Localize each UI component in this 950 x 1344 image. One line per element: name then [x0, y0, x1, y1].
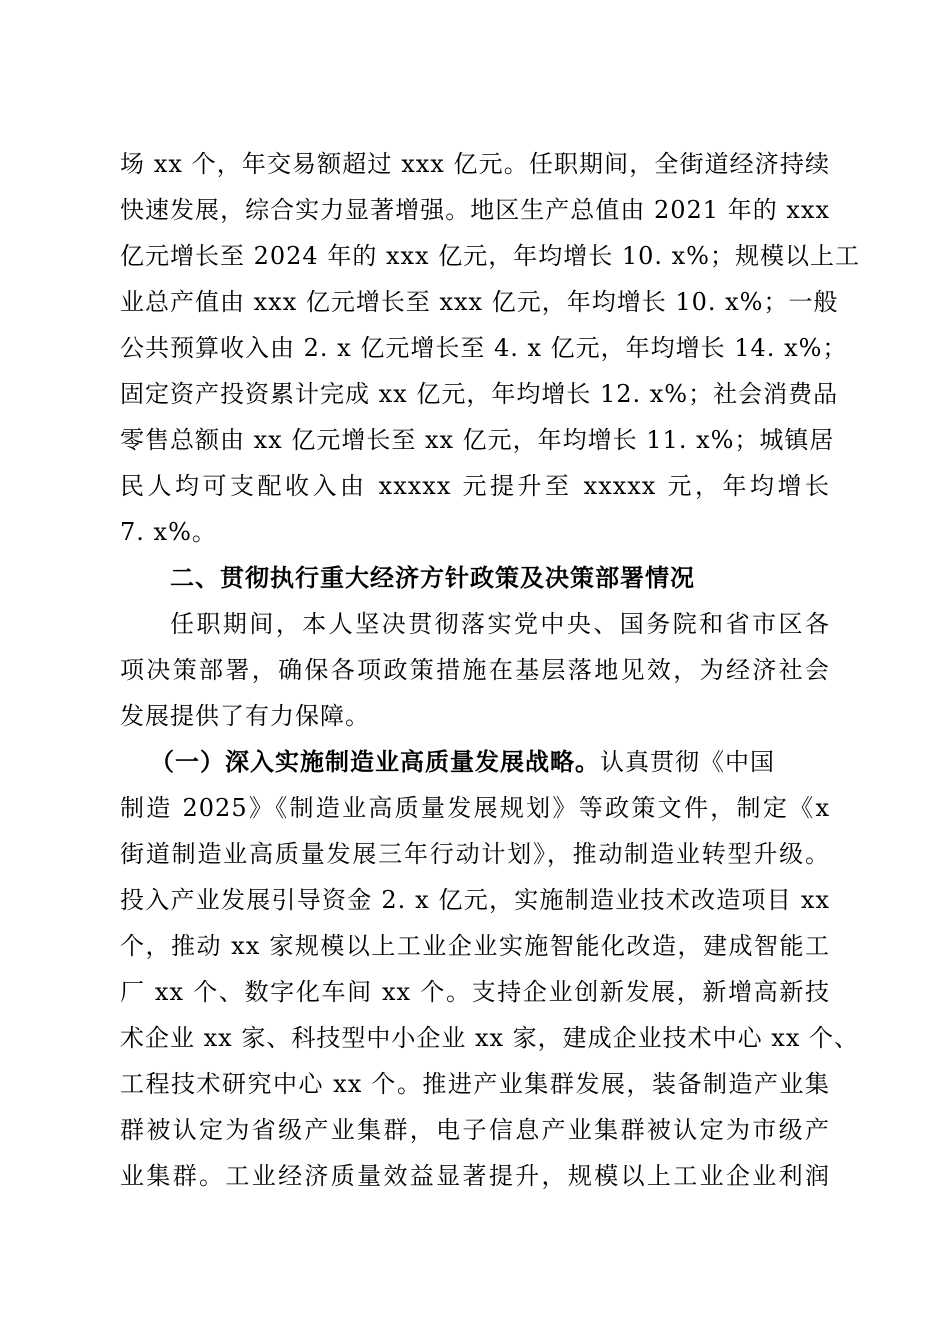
text-line: 个，推动 xx 家规模以上工业企业实施智能化改造，建成智能工: [120, 932, 830, 960]
text-line: 投入产业发展引导资金 2. x 亿元，实施制造业技术改造项目 xx: [120, 886, 830, 914]
text-line: 群被认定为省级产业集群，电子信息产业集群被认定为市级产: [120, 1116, 830, 1144]
text-line: 厂 xx 个、数字化车间 xx 个。支持企业创新发展，新增高新技: [120, 978, 830, 1006]
text-line: 工程技术研究中心 xx 个。推进产业集群发展，装备制造产业集: [120, 1070, 830, 1098]
sub-heading: （一）深入实施制造业高质量发展战略。: [150, 747, 600, 776]
text-line: 场 xx 个，年交易额超过 xxx 亿元。任职期间，全街道经济持续: [120, 150, 830, 178]
text-line: 制造 2025》《制造业高质量发展规划》等政策文件，制定《x: [120, 794, 830, 822]
text-line: 亿元增长至 2024 年的 xxx 亿元，年均增长 10. x%；规模以上工: [120, 242, 860, 270]
text-line: 快速发展，综合实力显著增强。地区生产总值由 2021 年的 xxx: [120, 196, 830, 224]
sub-heading-line: [120, 739, 830, 785]
text-line: 任职期间，本人坚决贯彻落实党中央、国务院和省市区各: [170, 610, 830, 638]
text-line: 零售总额由 xx 亿元增长至 xx 亿元，年均增长 11. x%；城镇居: [120, 426, 835, 454]
text-line: 术企业 xx 家、科技型中小企业 xx 家，建成企业技术中心 xx 个、: [120, 1024, 859, 1052]
text-line: 业总产值由 xxx 亿元增长至 xxx 亿元，年均增长 10. x%；一般: [120, 288, 839, 316]
text-line: 发展提供了有力保障。: [120, 702, 370, 730]
sub-heading-rest: 认真贯彻《中国: [600, 748, 775, 776]
text-line: 街道制造业高质量发展三年行动计划》，推动制造业转型升级。: [120, 840, 830, 868]
text-line: 业集群。工业经济质量效益显著提升，规模以上工业企业利润: [120, 1162, 830, 1190]
text-line: 项决策部署，确保各项政策措施在基层落地见效，为经济社会: [120, 656, 830, 684]
text-line: 民人均可支配收入由 xxxxx 元提升至 xxxxx 元，年均增长: [120, 472, 830, 500]
text-line: 固定资产投资累计完成 xx 亿元，年均增长 12. x%；社会消费品: [120, 380, 839, 408]
text-line: 公共预算收入由 2. x 亿元增长至 4. x 亿元，年均增长 14. x%；: [120, 334, 848, 362]
section-heading: 二、贯彻执行重大经济方针政策及决策部署情况: [170, 564, 695, 592]
text-line: 7. x%。: [120, 518, 217, 546]
document-body: [120, 141, 860, 1199]
